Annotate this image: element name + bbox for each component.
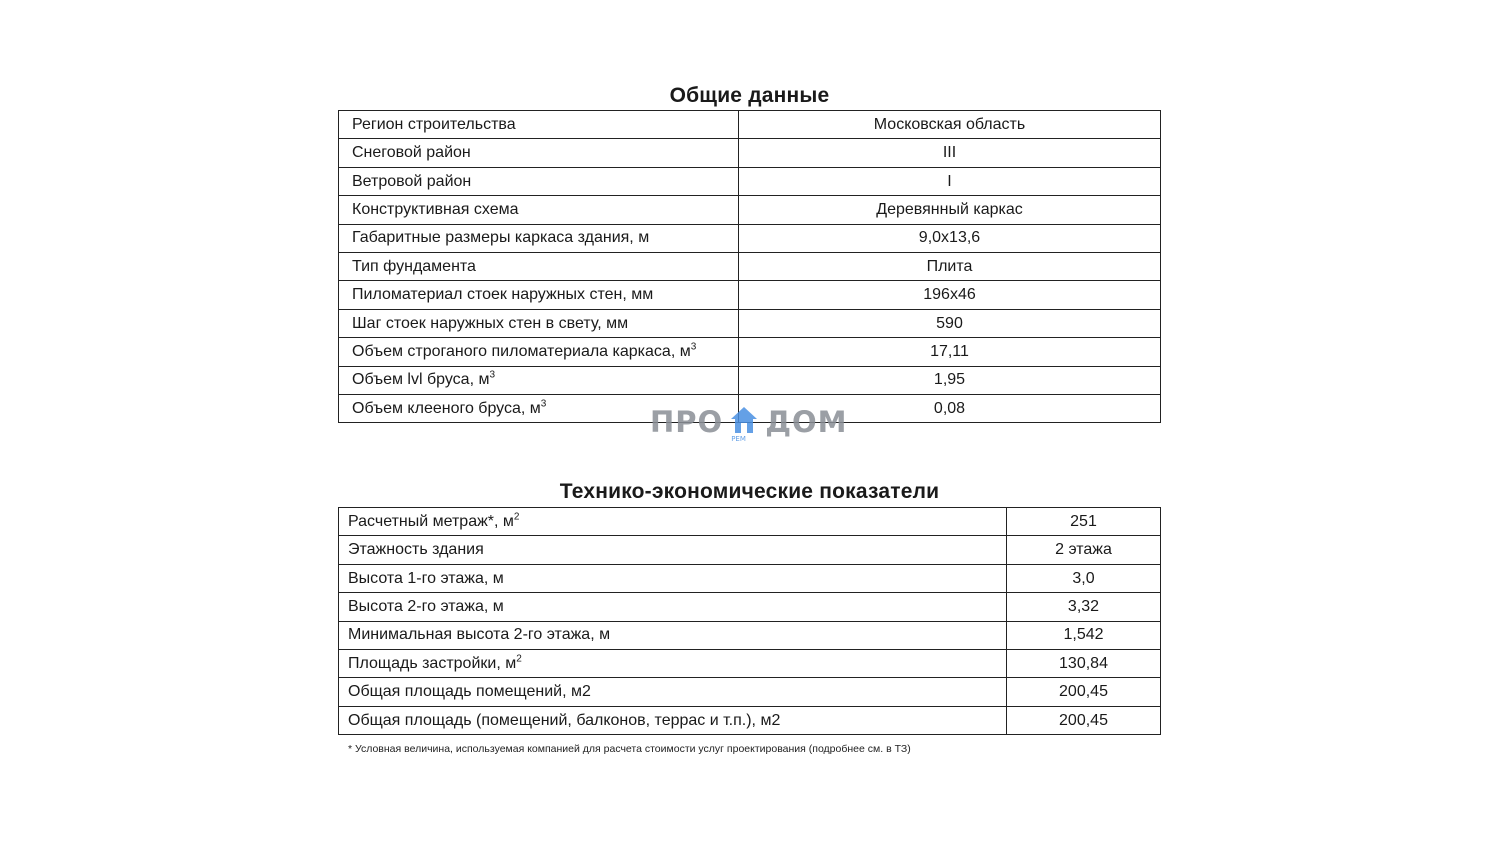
row-label: Расчетный метраж*, $м^2$ (339, 508, 1007, 536)
table-row (339, 281, 1161, 309)
row-label: Ветровой район (339, 167, 739, 195)
row-value: 3,0 (1007, 564, 1161, 592)
row-label: Общая площадь (помещений, балконов, террас и т.п.), м2 (339, 706, 1007, 734)
row-label: Общая площадь помещений, м2 (339, 678, 1007, 706)
row-label: Регион строительства (339, 111, 739, 139)
table-row (339, 338, 1161, 366)
row-value: 251 (1007, 508, 1161, 536)
row-value: III (739, 139, 1161, 167)
row-value: 196х46 (739, 281, 1161, 309)
row-label: Габаритные размеры каркаса здания, м (339, 224, 739, 252)
row-value: 0,08 (739, 394, 1161, 422)
row-label: Объем клееного бруса, $м^3$ (339, 394, 739, 422)
row-value: 17,11 (739, 338, 1161, 366)
row-label: Минимальная высота 2-го этажа, м (339, 621, 1007, 649)
table-row (339, 309, 1161, 337)
general-data-table (338, 110, 1161, 423)
table-row (339, 706, 1161, 734)
row-value: Московская область (739, 111, 1161, 139)
table-row (339, 111, 1161, 139)
table-row (339, 167, 1161, 195)
row-value: 200,45 (1007, 678, 1161, 706)
row-value: 2 этажа (1007, 536, 1161, 564)
row-value: 130,84 (1007, 649, 1161, 677)
house-icon (729, 405, 759, 443)
table-row (339, 593, 1161, 621)
row-value: 1,95 (739, 366, 1161, 394)
watermark-logo (650, 401, 848, 443)
row-value: 200,45 (1007, 706, 1161, 734)
row-label: Площадь застройки, $м^2$ (339, 649, 1007, 677)
table-row (339, 366, 1161, 394)
row-value: 9,0х13,6 (739, 224, 1161, 252)
row-label: Объем строганого пиломатериала каркаса, $м^3$ (339, 338, 739, 366)
technical-indicators-table (338, 507, 1161, 735)
table-row (339, 621, 1161, 649)
technical-indicators-title: Технико-экономические показатели (559, 480, 940, 503)
row-label: Высота 2-го этажа, м (339, 593, 1007, 621)
row-label: Высота 1-го этажа, м (339, 564, 1007, 592)
table-row (339, 508, 1161, 536)
row-label: Пиломатериал стоек наружных стен, мм (339, 281, 739, 309)
row-value: 590 (739, 309, 1161, 337)
row-label: Шаг стоек наружных стен в свету, мм (339, 309, 739, 337)
table-row (339, 678, 1161, 706)
table-row (339, 252, 1161, 280)
row-value: 3,32 (1007, 593, 1161, 621)
table-row (339, 564, 1161, 592)
watermark-sub-text: РЕМ (731, 435, 746, 443)
row-value: Деревянный каркас (739, 196, 1161, 224)
row-label: Снеговой район (339, 139, 739, 167)
row-label: Объем lvl бруса, $м^3$ (339, 366, 739, 394)
row-label: Конструктивная схема (339, 196, 739, 224)
row-label: Этажность здания (339, 536, 1007, 564)
table-row (339, 224, 1161, 252)
general-data-title: Общие данные (669, 84, 830, 107)
table-row (339, 649, 1161, 677)
table-row (339, 196, 1161, 224)
watermark-left-text: ПРО (650, 405, 724, 439)
watermark-right-text: ДОМ (765, 405, 848, 439)
row-value: 1,542 (1007, 621, 1161, 649)
table-row (339, 139, 1161, 167)
footnote: * Условная величина, используемая компанией для расчета стоимости услуг проектирования (подробнее см. в ТЗ) (348, 743, 911, 755)
row-value: Плита (739, 252, 1161, 280)
table-row (339, 536, 1161, 564)
row-label: Тип фундамента (339, 252, 739, 280)
row-value: I (739, 167, 1161, 195)
